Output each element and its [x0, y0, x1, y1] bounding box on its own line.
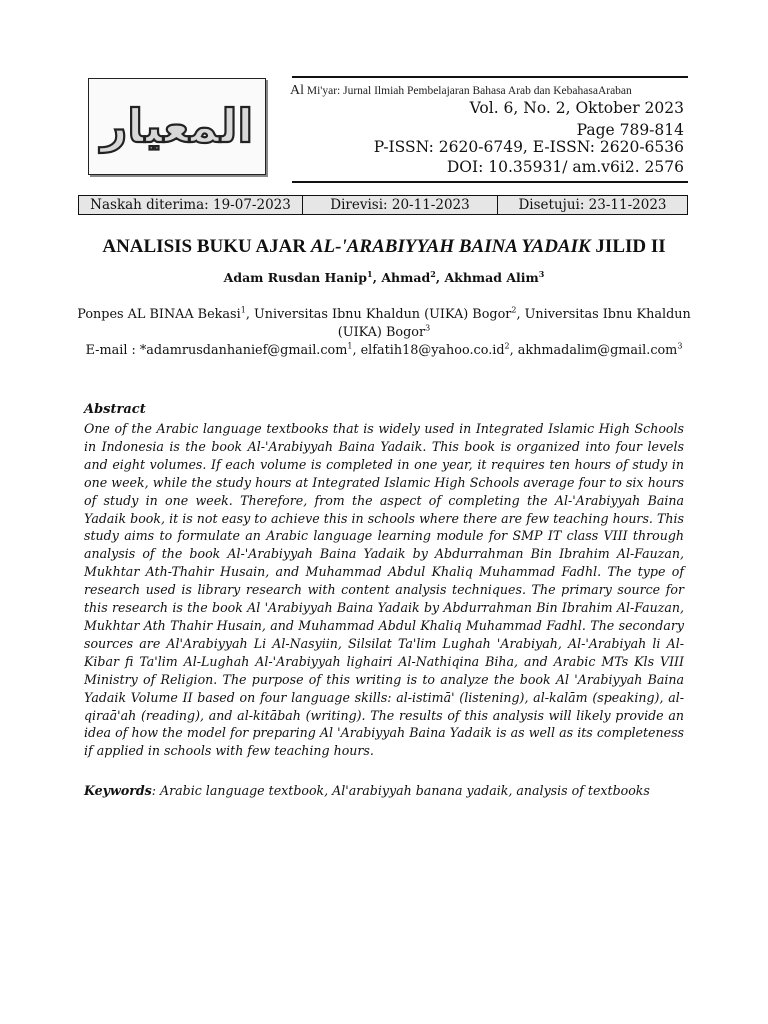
- author-name: Akhmad Alim: [444, 270, 539, 285]
- author-email: *adamrusdanhanief@gmail.com: [139, 343, 348, 358]
- journal-logo: [88, 78, 266, 175]
- author-name: Adam Rusdan Hanip: [223, 270, 368, 285]
- date-received: Naskah diterima: 19-07-2023: [79, 196, 303, 214]
- abstract-body: One of the Arabic language textbooks that is widely used in Integrated Islamic High Schools in Indonesia is the book Al-'Arabiyyah Baina Yadaik. This book is organized into four levels and eight volumes. If each volume is completed in one year, it requires ten hours of study in one week, while the study hours at Integrated Islamic High Schools average four to six hours of study in one week. Therefore, from the aspect of completing the Al-'Arabiyyah Baina Yadaik book, it is not easy to achieve this in schools where there are few teaching hours. This study aims to formulate an Arabic language learning module for SMP IT class VIII through analysis of the book Al-'Arabiyyah Baina Yadaik by Abdurrahman Bin Ibrahim Al-Fauzan, Mukhtar Ath-Thahir Husain, and Muhammad Abdul Khaliq Muhammad Fadhl. The type of research used is library research with content analysis techniques. The primary source for this research is the book Al 'Arabiyyah Baina Yadaik by Abdurrahman Bin Ibrahim Al-Fauzan, Mukhtar Ath Thahir Husain, and Muhammad Abdul Khaliq Muhammad Fadhl. The secondary sources are Al'Arabiyyah Li Al-Nasyiin, Silsilat Ta'lim Lughah 'Arabiyah, Al-'Arabiyah li Al-Kibar fi Ta'lim Al-Lughah Al-'Arabiyyah lighairi Al-Nathiqina Biha, and Arabic MTs Kls VIII Ministry of Religion. The purpose of this writing is to analyze the book Al 'Arabiyyah Baina Yadaik Volume II based on four language skills: al-istimā' (listening), al-kalām (speaking), al-qiraā'ah (reading), and al-kitābah (writing). The results of this analysis will likely provide an idea of how the model for preparing Al 'Arabiyyah Baina Yadaik is as well as its completeness if applied in schools with few teaching hours.: [84, 421, 684, 759]
- keywords: [84, 782, 684, 800]
- logo-arabic-text: المعيار: [100, 98, 254, 153]
- journal-name: Al Mi'yar: Jurnal Ilmiah Pembelajaran Bahasa Arab dan KebahasaAraban: [290, 83, 632, 98]
- header-rule-bottom: [292, 181, 688, 183]
- journal-volume: Vol. 6, No. 2, Oktober 2023: [469, 99, 684, 117]
- article-title: ANALISIS BUKU AJAR AL-'ARABIYYAH BAINA YADAIK JILID II: [102, 236, 666, 257]
- journal-pages: Page 789-814: [576, 121, 684, 139]
- journal-issn: P-ISSN: 2620-6749, E-ISSN: 2620-6536: [373, 138, 684, 156]
- author-email: , akhmadalim@gmail.com: [509, 343, 678, 358]
- article-authors: Adam Rusdan Hanip$^1$, Ahmad$^2$, Akhmad Alim$^3$: [223, 268, 545, 285]
- header-rule-top: [292, 76, 688, 78]
- author-name: Ahmad: [381, 270, 431, 285]
- abstract-heading: Abstract: [84, 402, 146, 417]
- submission-dates: [78, 195, 688, 215]
- keywords-list: : Arabic language textbook, Al'arabiyyah banana yadaik, analysis of textbooks: [151, 783, 650, 798]
- journal-logo-mark: [92, 82, 262, 172]
- date-accepted: Disetujui: 23-11-2023: [518, 197, 667, 213]
- author-affiliations: Ponpes AL BINAA Bekasi$^1$, Universitas Ibnu Khaldun (UIKA) Bogor$^2$, Universitas Ibnu Khaldun (UIKA) Bogor$^3$ E-mail : *adamrusdanhanief@gmail.com$^1$, $elfatih18@yahoo.co.id^2$, akhmadalim@gmail.com$^3$: [77, 305, 691, 358]
- date-revised: Direvisi: 20-11-2023: [303, 196, 498, 214]
- keywords-label: Keywords: [84, 783, 152, 798]
- journal-doi: DOI: 10.35931/ am.v6i2. 2576: [446, 158, 684, 176]
- author-email: , elfatih18@yahoo.co.id: [352, 343, 505, 358]
